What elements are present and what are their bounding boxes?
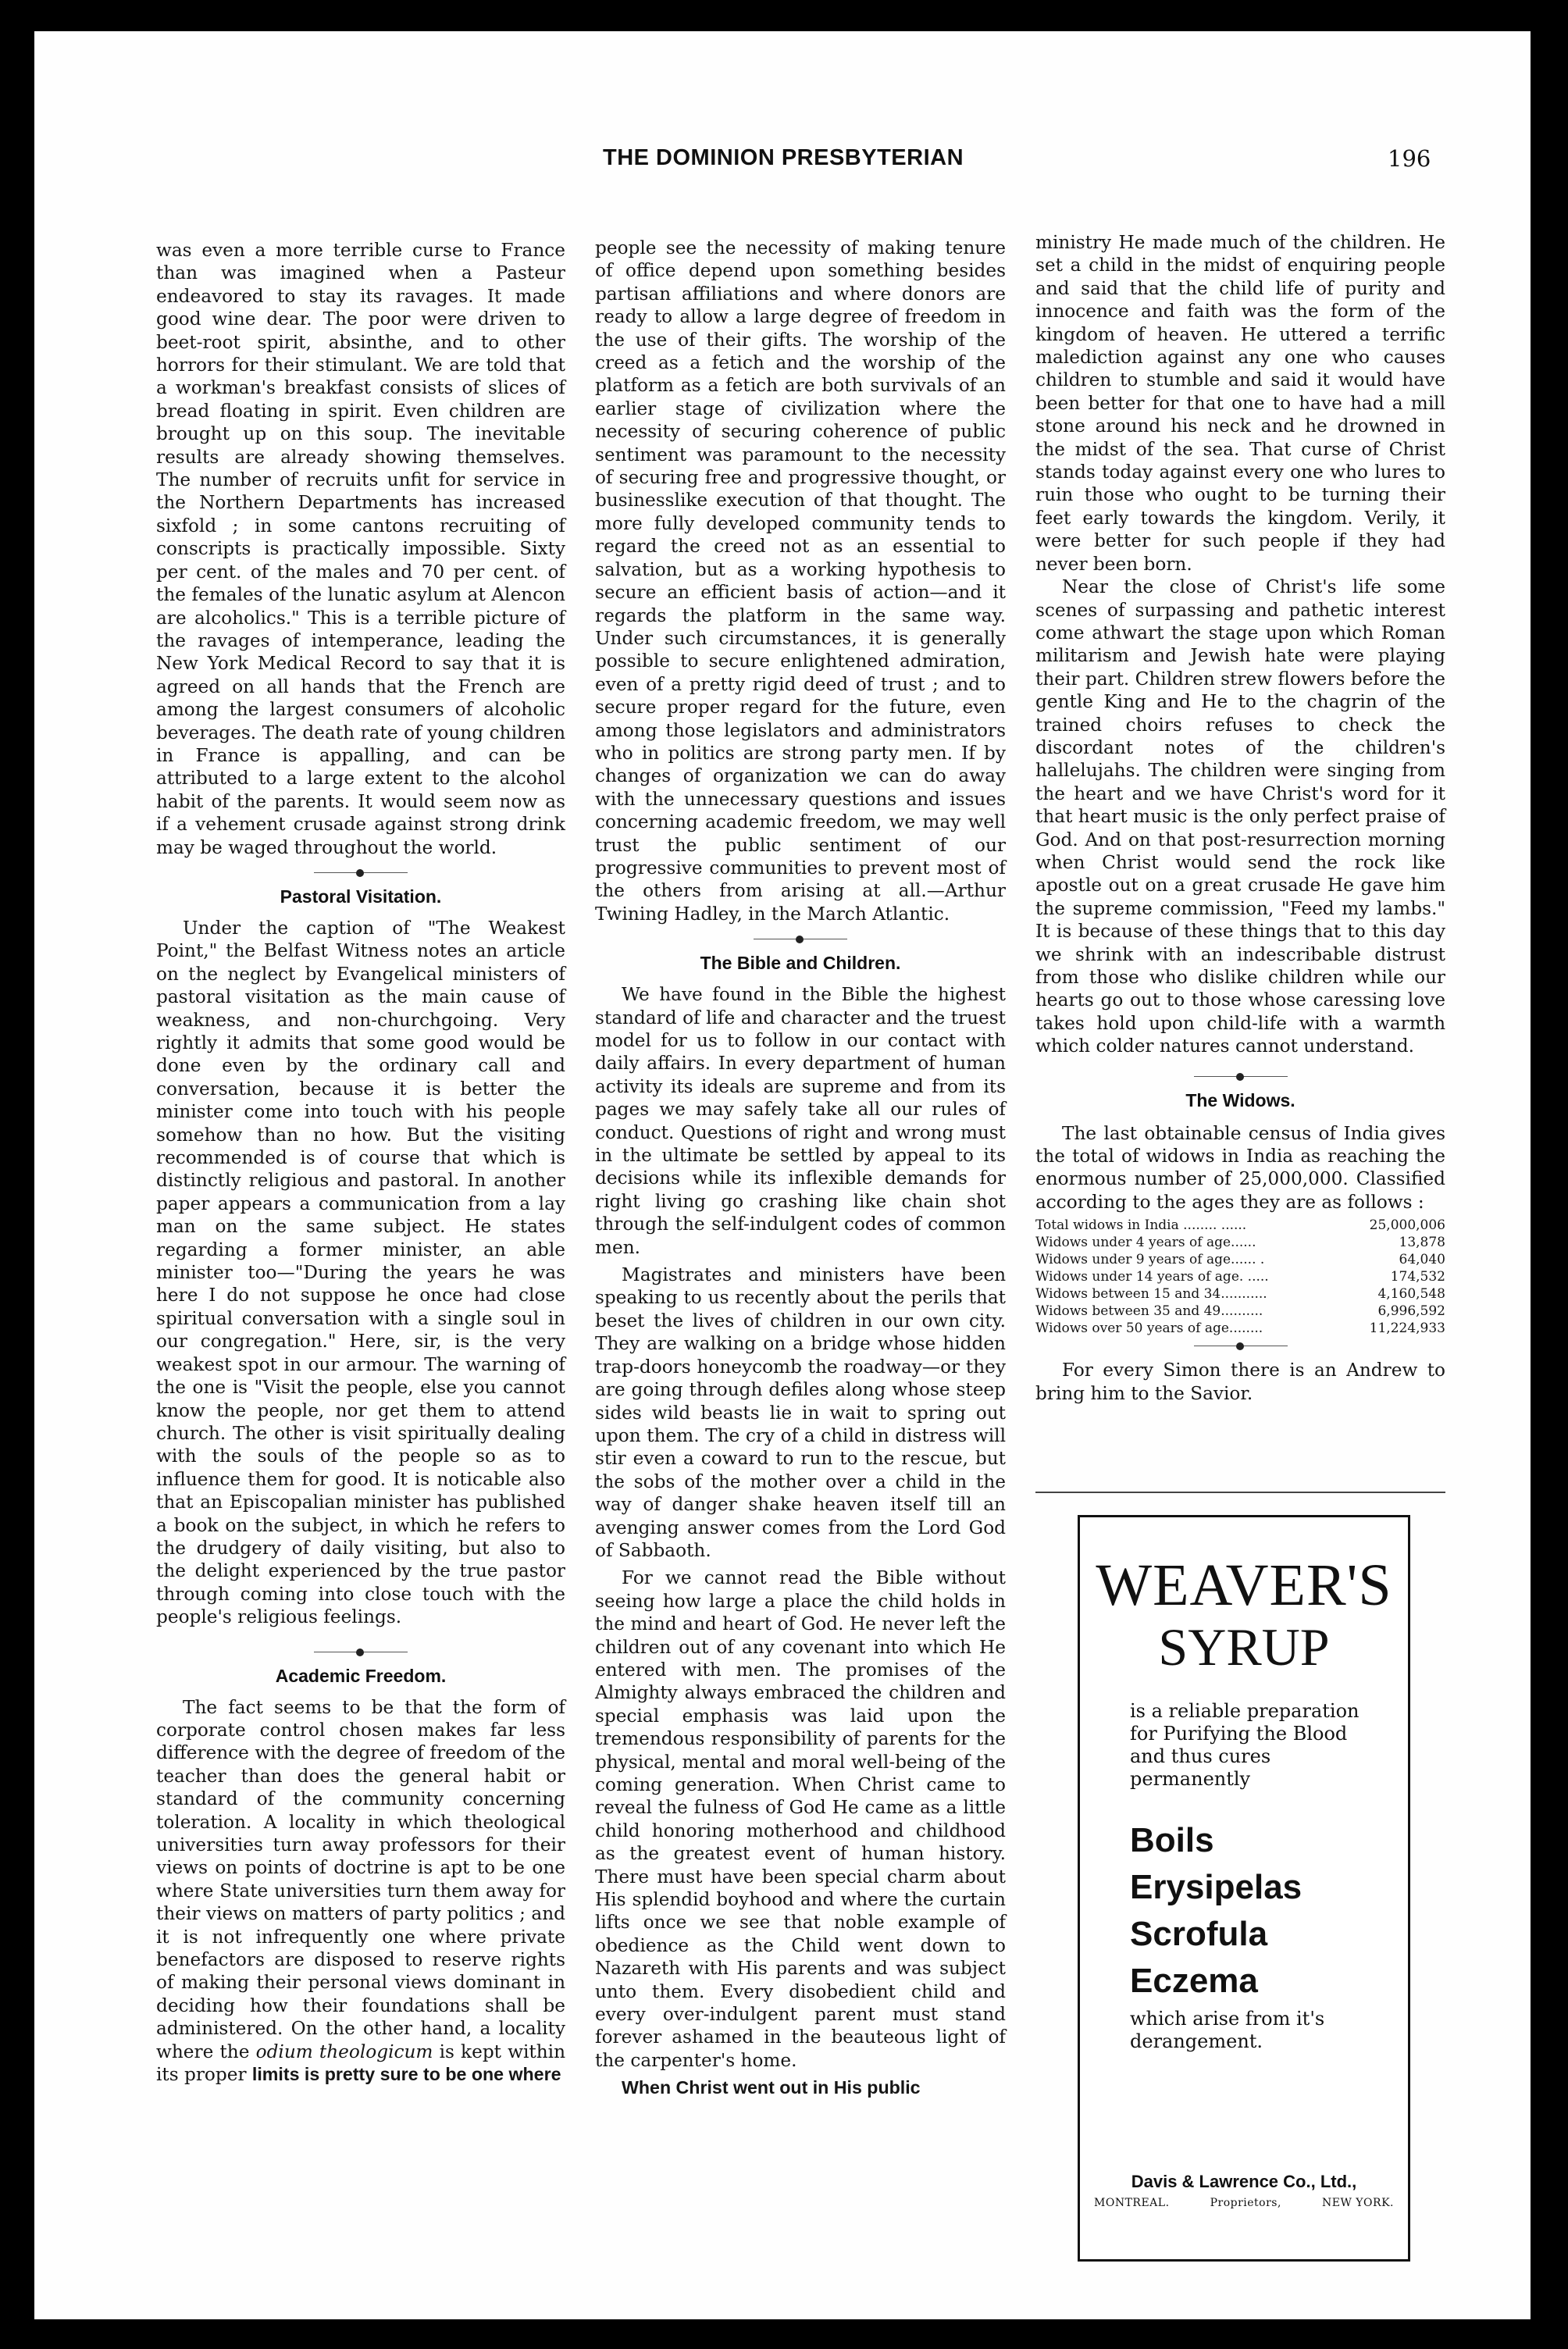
paragraph: We have found in the Bible the highest standard of life and character and the truest model for us to follow in our contact with daily affairs. In every department of human activity its ideals are supreme and from its pages we may safely take all our rules of conduct. Questions of right and wrong must in the ultimate be settled by appeal to its decisions while its inflexible demands for right living go crashing like chain shot through the self-indulgent codes of common men.: [595, 984, 1006, 1258]
paragraph: Under the caption of "The Weakest Point," the Belfast Witness notes an article on the neglect by Evangelical ministers of pastoral visitation as the main cause of weakness, and non-churchgoing. Very rightly it admits that some good would be done even by the ordinary call and conversation, because it is better the minister come into touch with his people somehow than no how. But the visiting recommended is of course that which is distinctly religious and pastoral. In another paper appears a communication from a lay man on the same subject. He states regarding a former minister, an able minister too—"During the years he was here I do not suppose he once had close spiritual conversation with a single soul in our congregation." Here, sir, is the very weakest spot in our armour. The warning of the one is "Visit the people, else you cannot know the people, nor get them to attend church. The other is visit spiritually dealing with the souls of the people so as to influence them for good. It is noticable also that an Episcopalian minister has published a book on the subject, in which he refers to the drudgery of daily visiting, but also to the delight experienced by the true pastor through coming into close touch with the people's religious feelings.: [156, 917, 565, 1628]
census-table: [1035, 1217, 1445, 1337]
paragraph: was even a more terrible curse to France than was imagined when a Pasteur endeavored to stay its ravages. It made good wine dear. The poor were driven to beet-root spirit, absinthe, and to other horrors for their stimulant. We are told that a workman's breakfast consists of slices of bread floating in spirit. Even children are brought up on this soup. The inevitable results are already showing themselves. The number of recruits unfit for service in the Northern Departments has increased sixfold ; in some cantons recruiting of conscripts is practically impossible. Sixty per cent. of the males and 70 per cent. of the females of the lunatic asylum at Alencon are alcoholics." This is a terrible picture of the ravages of intemperance, leading the New York Medical Record to say that it is agreed on all hands that the French are among the largest consumers of alcoholic beverages. The death rate of young children in France is appalling, and can be attributed to a large extent to the alcohol habit of the parents. It would seem now as if a vehement crusade against strong drink may be waged throughout the world.: [156, 240, 565, 858]
paragraph: people see the necessity of making tenure of office depend upon something besides partisan affiliations and where donors are ready to allow a large degree of freedom in the use of their gifts. The worship of the creed as a fetich and the worship of the platform as a fetich are both survivals of an earlier stage of civilization where the necessity of securing coherence of public sentiment was paramount to the necessity of securing free and progressive thought, or businesslike execution of that thought. The more fully developed community tends to regard the creed not as an essential to salvation, but as a working hypothesis to secure an efficient basis of action—and it regards the platform in the same way. Under such circumstances, it is generally possible to secure enlightened admiration, even of a pretty rigid deed of trust ; and to secure proper regard for the future, even among those legislators and administrators who in politics are strong party men. If by changes of organization we can do away with the unnecessary questions and issues concerning academic freedom, we may well trust the public sentiment of our progressive communities to prevent most of the others from arising at all.—Arthur Twining Hadley, in the March Atlantic.: [595, 237, 1006, 925]
census-value: 174,532: [1390, 1269, 1445, 1285]
section-divider: [1194, 1069, 1288, 1085]
weavers-syrup-advertisement: [1078, 1515, 1410, 2262]
paragraph: Near the close of Christ's life some scenes of surpassing and pathetic interest come athwart the stage upon which Roman militarism and Jewish hate were playing their part. Children strew flowers before the gentle King and He to the chagrin of the trained choirs refuses to check the discordant notes of the children's hallelujahs. The children were singing from the heart and we have Christ's word for it that heart music is the only perfect praise of God. And on that post-resurrection morning when Christ would send the rock like apostle out on a great crusade He gave him the supreme commission, "Feed my lambs." It is because of these things that to this day we shrink with an indescribable distrust from those who dislike children while our hearts go out to those whose caressing love takes hold upon child-life with a warmth which colder natures cannot understand.: [1035, 576, 1445, 1057]
paragraph: [156, 1696, 565, 2087]
ad-title: WEAVER'S: [1096, 1552, 1392, 1618]
census-row: [1035, 1251, 1445, 1268]
paragraph: For every Simon there is an Andrew to bring him to the Savior.: [1035, 1360, 1445, 1404]
column-rule: [1035, 1492, 1445, 1493]
heading-academic-freedom: Academic Freedom.: [275, 1665, 447, 1686]
latin-phrase: odium theologicum: [255, 2041, 433, 2062]
ad-city: MONTREAL.: [1094, 2197, 1170, 2209]
ad-copy: which arise from it's derangement.: [1130, 2008, 1325, 2052]
column-3: [1035, 231, 1445, 1405]
census-value: 64,040: [1399, 1252, 1445, 1268]
census-row: [1035, 1234, 1445, 1251]
page-number: 196: [1388, 145, 1431, 172]
heading-pastoral-visitation: Pastoral Visitation.: [280, 886, 442, 907]
census-value: 4,160,548: [1377, 1286, 1445, 1303]
ailment-item: Scrofula: [1130, 1915, 1268, 1953]
census-label: Widows under 4 years of age......: [1035, 1235, 1256, 1251]
ad-city: NEW YORK.: [1322, 2197, 1394, 2209]
ad-ailments-list: [1130, 1817, 1388, 2005]
running-head: THE DOMINION PRESBYTERIAN: [603, 145, 964, 170]
ad-address: [1094, 2197, 1394, 2209]
census-value: 11,224,933: [1369, 1321, 1445, 1337]
paragraph: The last obtainable census of India gives the total of widows in India as reaching the enormous number of 25,000,000. Classified according to the ages they are as follows :: [1035, 1122, 1445, 1213]
census-label: Total widows in India ........ ......: [1035, 1217, 1247, 1234]
paragraph: When Christ went out in His public: [622, 2077, 921, 2098]
census-row: [1035, 1285, 1445, 1303]
census-label: Widows between 35 and 49..........: [1035, 1303, 1263, 1320]
heading-the-widows: The Widows.: [1185, 1089, 1295, 1110]
census-row: [1035, 1303, 1445, 1320]
ad-copy: is a reliable preparation for Purifying the Blood and thus cures permanently: [1130, 1700, 1360, 1790]
column-1: [156, 239, 565, 2086]
section-divider: [314, 865, 408, 881]
census-label: Widows between 15 and 34...........: [1035, 1286, 1267, 1303]
paragraph: Magistrates and ministers have been speaking to us recently about the perils that beset the lives of children in our own city. They are walking on a bridge whose hidden trap-doors honeycomb the roadway—or they are going through defiles along whose steep sides wild beasts lie in wait to spring out upon them. The cry of a child in distress will stir even a coward to run to the rescue, but the sobs of the mother over a child in the way of danger shake heaven itself till an avenging answer comes from the Lord God of Sabbaoth.: [595, 1264, 1006, 1561]
ad-company: Davis & Lawrence Co., Ltd.,: [1131, 2172, 1357, 2191]
section-divider: [754, 932, 847, 947]
census-value: 25,000,006: [1369, 1217, 1445, 1234]
column-2: [595, 237, 1006, 2100]
section-divider: [1194, 1338, 1288, 1354]
census-value: 6,996,592: [1377, 1303, 1445, 1320]
census-row: [1035, 1268, 1445, 1285]
paragraph-text: is kept within its proper: [156, 2041, 566, 2086]
census-label: Widows under 14 years of age. .....: [1035, 1269, 1269, 1285]
ailment-item: Erysipelas: [1130, 1868, 1303, 1906]
ailment-item: Eczema: [1130, 1962, 1258, 2000]
paragraph-text: The fact seems to be that the form of corporate control chosen makes far less difference with the degree of freedom of the teacher than does the general habit or standard of the community concerning toleration. A locality in which theological universities turn away professors for their views on points of doctrine is apt to be one where State universities turn them away for their views on matters of party politics ; and it is not infrequently one where private benefactors are disposed to reserve rights of making their personal views dominant in deciding how their foundations shall be administered. On the other hand, a locality where the: [156, 1696, 565, 2062]
section-divider: [314, 1645, 408, 1660]
paragraph-text: limits is pretty sure to be one where: [251, 2064, 561, 2085]
census-label: Widows under 9 years of age...... .: [1035, 1252, 1265, 1268]
census-value: 13,878: [1399, 1235, 1445, 1251]
census-row: [1035, 1320, 1445, 1337]
paragraph: ministry He made much of the children. He set a child in the midst of enquiring people and said that the child life of purity and innocence and faith was the form of the kingdom of heaven. He uttered a terrific malediction against any one who causes children to stumble and said it would have been better for that one to have had a mill stone around his neck and he drowned in the midst of the sea. That curse of Christ stands today against every one who lures to ruin those who ought to be turning their feet early towards the kingdom. Verily, it were better for such people if they had never been born.: [1035, 232, 1445, 575]
paragraph: For we cannot read the Bible without seeing how large a place the child holds in the mind and heart of God. He never left the children out of any covenant into which He entered with men. The promises of the Almighty always embraced the children and special emphasis was laid upon the tremendous responsibility of parents for the physical, mental and moral well-being of the coming generation. When Christ came to reveal the fulness of God He came as a little child honoring motherhood and childhood as the greatest event of human history. There must have been special charm about His splendid boyhood and where the curtain lifts once we see that noble example of obedience as the Child went down to Nazareth with His parents and was subject unto them. Every disobedient child and every over-indulgent parent must stand forever ashamed in the beauteous light of the carpenter's home.: [595, 1567, 1006, 2071]
census-row: [1035, 1217, 1445, 1234]
ad-proprietors: Proprietors,: [1210, 2197, 1281, 2209]
census-label: Widows over 50 years of age........: [1035, 1321, 1263, 1337]
ailment-item: Boils: [1130, 1821, 1214, 1859]
ad-subtitle: SYRUP: [1158, 1617, 1330, 1677]
heading-bible-and-children: The Bible and Children.: [700, 953, 901, 974]
